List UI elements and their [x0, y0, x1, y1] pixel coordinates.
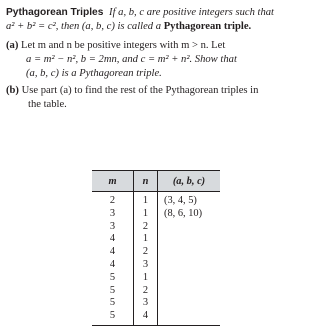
cell-triple [158, 310, 221, 325]
cell-n: 1 [134, 272, 158, 285]
heading: Pythagorean Triples [6, 7, 104, 18]
part-a-text-1: Let m and n be positive integers with m > n. Let [21, 40, 226, 51]
table-row [92, 259, 220, 272]
cell-m: 4 [109, 246, 116, 258]
cell-m: 5 [109, 271, 116, 283]
cell-triple [158, 246, 221, 259]
col-header-n: n [134, 171, 158, 192]
cell-n: 1 [134, 208, 158, 221]
cell-n: 1 [134, 192, 158, 208]
cell-triple [158, 297, 221, 310]
part-b-line-1 [6, 85, 258, 96]
table-row [92, 221, 220, 234]
pythagorean-table [92, 170, 220, 326]
cell-triple [158, 221, 221, 234]
cell-n: 2 [134, 221, 158, 234]
part-a-text-3: (a, b, c) is a Pythagorean triple. [26, 68, 162, 79]
intro-line-2 [6, 21, 251, 32]
part-b-text-1: Use part (a) to find the rest of the Pythagorean triples in [21, 85, 259, 96]
cell-n: 2 [134, 285, 158, 298]
cell-triple [158, 285, 221, 298]
part-b-label: (b) [6, 85, 19, 96]
table-row [92, 192, 220, 208]
cell-m: 5 [92, 310, 134, 325]
cell-m: 2 [109, 195, 116, 206]
part-a-label: (a) [6, 40, 19, 51]
table-row [92, 233, 220, 246]
table-row [92, 208, 220, 221]
cell-m: 5 [109, 297, 116, 309]
part-b-text-2: the table. [28, 99, 67, 110]
cell-triple: (3, 4, 5) [158, 192, 221, 208]
cell-m: 4 [109, 258, 116, 270]
part-a-text-2: a = m² − n², b = 2mn, and c = m² + n². Show that [26, 54, 237, 65]
intro-equation: a² + b² = c², then (a, b, c) is called a [6, 21, 162, 32]
cell-m: 4 [109, 233, 116, 245]
cell-m: 3 [109, 220, 116, 232]
cell-n: 3 [134, 259, 158, 272]
cell-triple [158, 272, 221, 285]
cell-triple [158, 259, 221, 272]
table-row [92, 310, 220, 325]
cell-n: 1 [134, 233, 158, 246]
cell-m: 5 [109, 284, 116, 296]
cell-triple [158, 233, 221, 246]
table-row [92, 285, 220, 298]
intro-term: Pythagorean triple. [163, 21, 252, 32]
cell-n: 4 [134, 310, 158, 325]
intro-lead: If a, b, c are positive integers such that [109, 7, 275, 18]
table-header-row [92, 171, 220, 192]
part-a-line-1 [6, 40, 225, 51]
cell-n: 3 [134, 297, 158, 310]
table-row [92, 246, 220, 259]
col-header-m: m [92, 171, 134, 192]
table-row [92, 297, 220, 310]
cell-triple: (8, 6, 10) [158, 208, 221, 221]
col-header-triple: (a, b, c) [158, 171, 221, 192]
table-row [92, 272, 220, 285]
intro-line-1 [6, 7, 274, 18]
cell-n: 2 [134, 246, 158, 259]
cell-m: 3 [109, 207, 116, 219]
